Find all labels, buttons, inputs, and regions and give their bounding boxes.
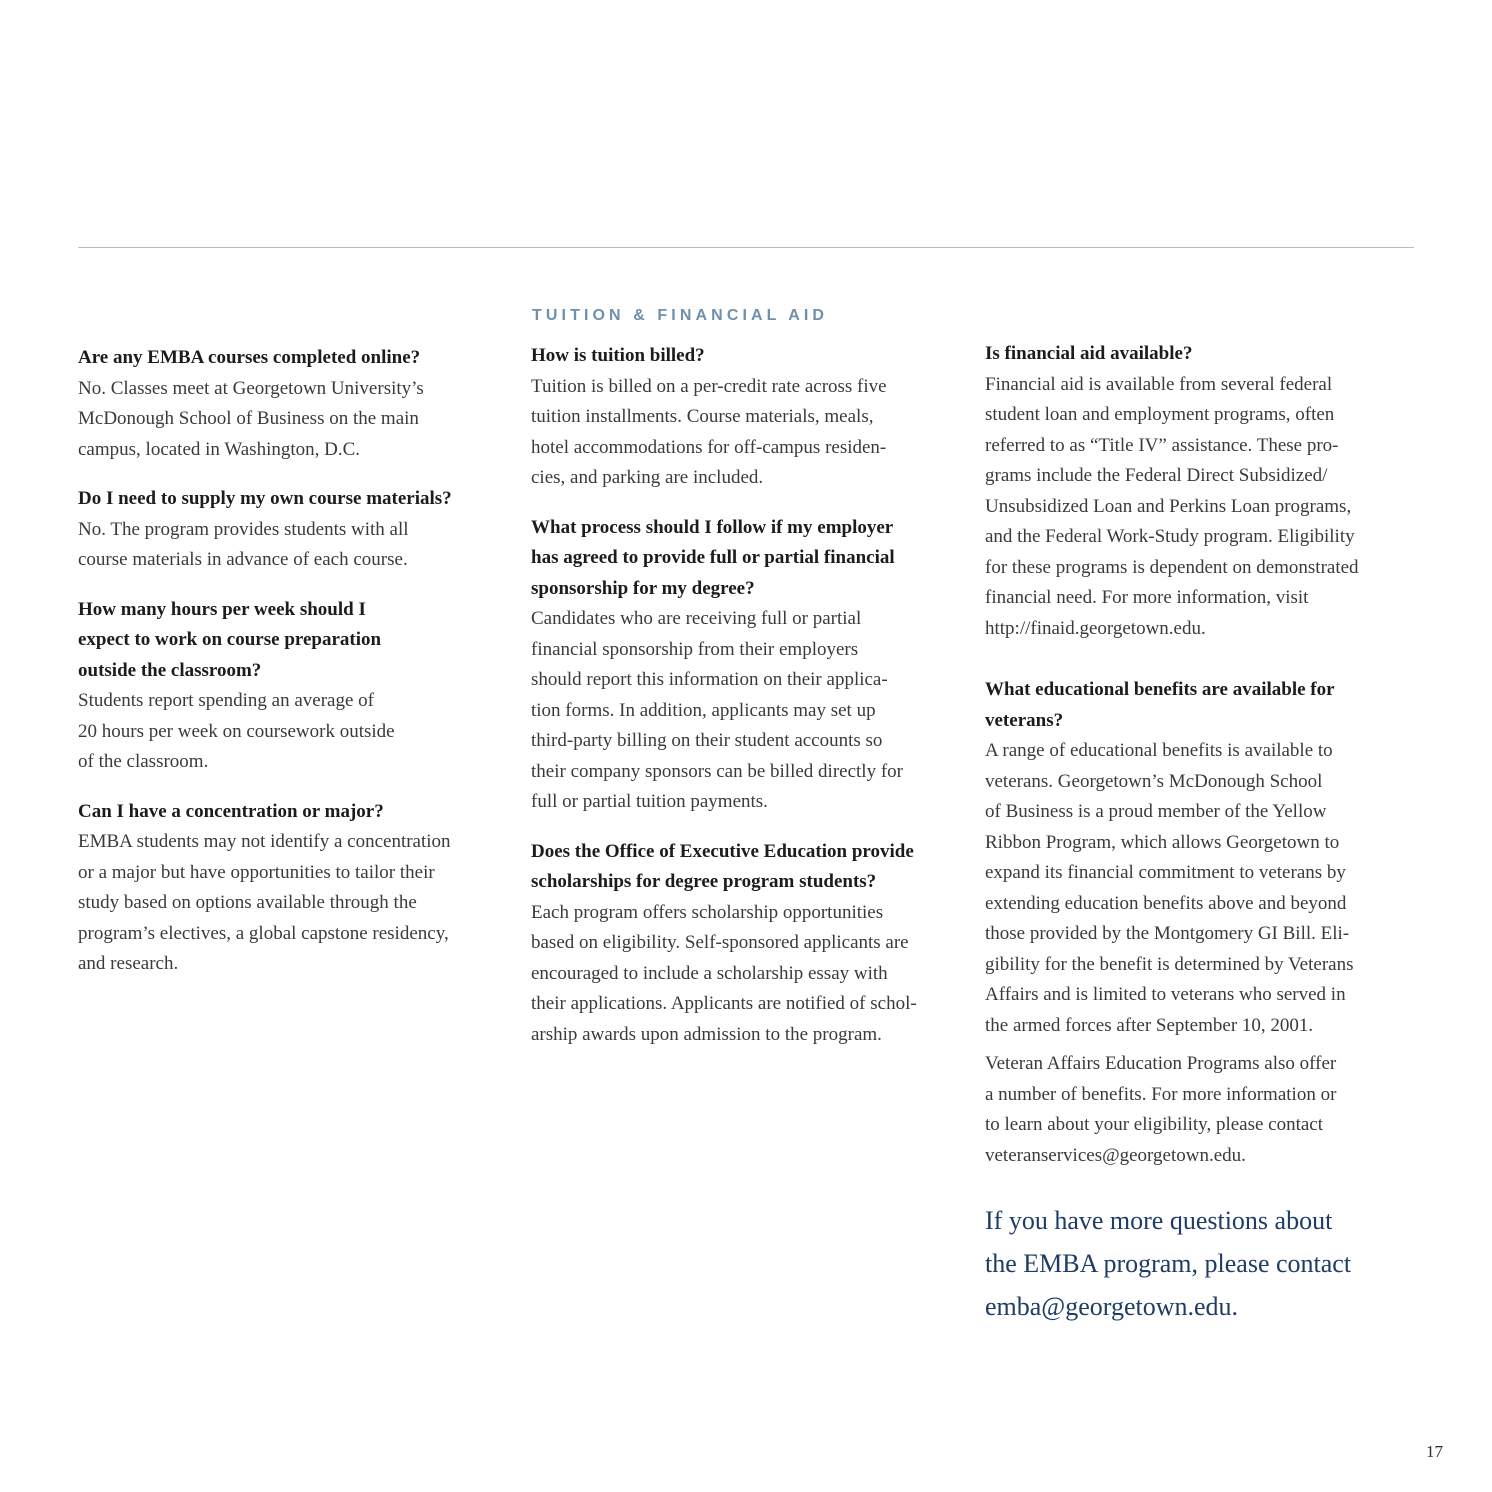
faq-answer: Financial aid is available from several federal student loan and employment programs, often referred to as “Title IV” assistance. These pro- grams include the Federal Direct Subsidized/ Unsubsidized Loan and Perkins Loan programs, and the Federal Work-Study program. Eligibility for these programs is dependent on demonstrated financial need. For more information, visit http://finaid.georgetown.edu. (985, 373, 1359, 639)
faq-column-1 (78, 343, 508, 999)
header-divider (78, 247, 1414, 248)
faq-question: What educational benefits are available for veterans? (985, 679, 1335, 731)
faq-question: How is tuition billed? (531, 345, 705, 366)
faq-question: Are any EMBA courses completed online? (78, 347, 421, 368)
faq-item-veterans-benefits (985, 675, 1415, 1041)
faq-item-concentration (78, 797, 508, 980)
faq-item-scholarships (531, 837, 961, 1051)
faq-answer: A range of educational benefits is available to veterans. Georgetown’s McDonough School of Business is a proud member of the Yellow Ribbon Program, which allows Georgetown to expand its financial commitment to veterans by extending education benefits above and beyond those provided by the Montgomery GI Bill. Eli- gibility for the benefit is determined by Veterans Affairs and is limited to veterans who served in the armed forces after September 10, 2001. (985, 740, 1354, 1036)
faq-answer: Candidates who are receiving full or partial financial sponsorship from their employers should report this information on their applica- tion forms. In addition, applicants may set up third-party billing on their student accounts so their company sponsors can be billed directly for full or partial tuition payments. (531, 608, 903, 812)
faq-item-tuition-billing (531, 341, 961, 494)
section-heading-tuition: TUITION & FINANCIAL AID (532, 307, 829, 324)
faq-answer: Each program offers scholarship opportunities based on eligibility. Self-sponsored applicants are encouraged to include a scholarship essay with their applications. Applicants are notified of schol- arship awards upon admission to the program. (531, 901, 917, 1045)
faq-question: What process should I follow if my employer has agreed to provide full or partial financial sponsorship for my degree? (531, 516, 895, 599)
faq-answer: No. The program provides students with all course materials in advance of each course. (78, 518, 409, 570)
faq-column-2 (531, 341, 961, 1069)
page-number: 17 (1426, 1442, 1443, 1461)
contact-callout: If you have more questions about the EMBA program, please contact emba@georgetown.edu. (985, 1206, 1352, 1321)
faq-item-employer-sponsorship (531, 513, 961, 818)
faq-answer: Veteran Affairs Education Programs also offer a number of benefits. For more information or to learn about your eligibility, please contact veteranservices@georgetown.edu. (985, 1053, 1337, 1166)
faq-question: How many hours per week should I expect to work on course preparation outside the classroom? (78, 598, 382, 681)
faq-item-course-materials (78, 484, 508, 576)
faq-column-3 (985, 339, 1415, 1328)
faq-question: Is financial aid available? (985, 343, 1193, 364)
faq-item-hours-per-week (78, 595, 508, 778)
faq-answer: Students report spending an average of 20 hours per week on coursework outside of the classroom. (78, 690, 395, 772)
faq-answer: Tuition is billed on a per-credit rate across five tuition installments. Course materials, meals, hotel accommodations for off-campus residen- cies, and parking are included. (531, 375, 887, 488)
faq-question: Can I have a concentration or major? (78, 800, 384, 822)
faq-item-financial-aid (985, 339, 1415, 644)
faq-answer: No. Classes meet at Georgetown University’s McDonough School of Business on the main campus, located in Washington, D.C. (78, 377, 424, 460)
faq-item-online-courses (78, 343, 508, 465)
faq-answer: EMBA students may not identify a concentration or a major but have opportunities to tailor their study based on options available through the program’s electives, a global capstone residency, and research. (78, 831, 451, 974)
faq-question: Does the Office of Executive Education provide scholarships for degree program students? (531, 840, 914, 892)
faq-item-va-programs (985, 1049, 1415, 1171)
faq-question: Do I need to supply my own course materials? (78, 488, 452, 509)
